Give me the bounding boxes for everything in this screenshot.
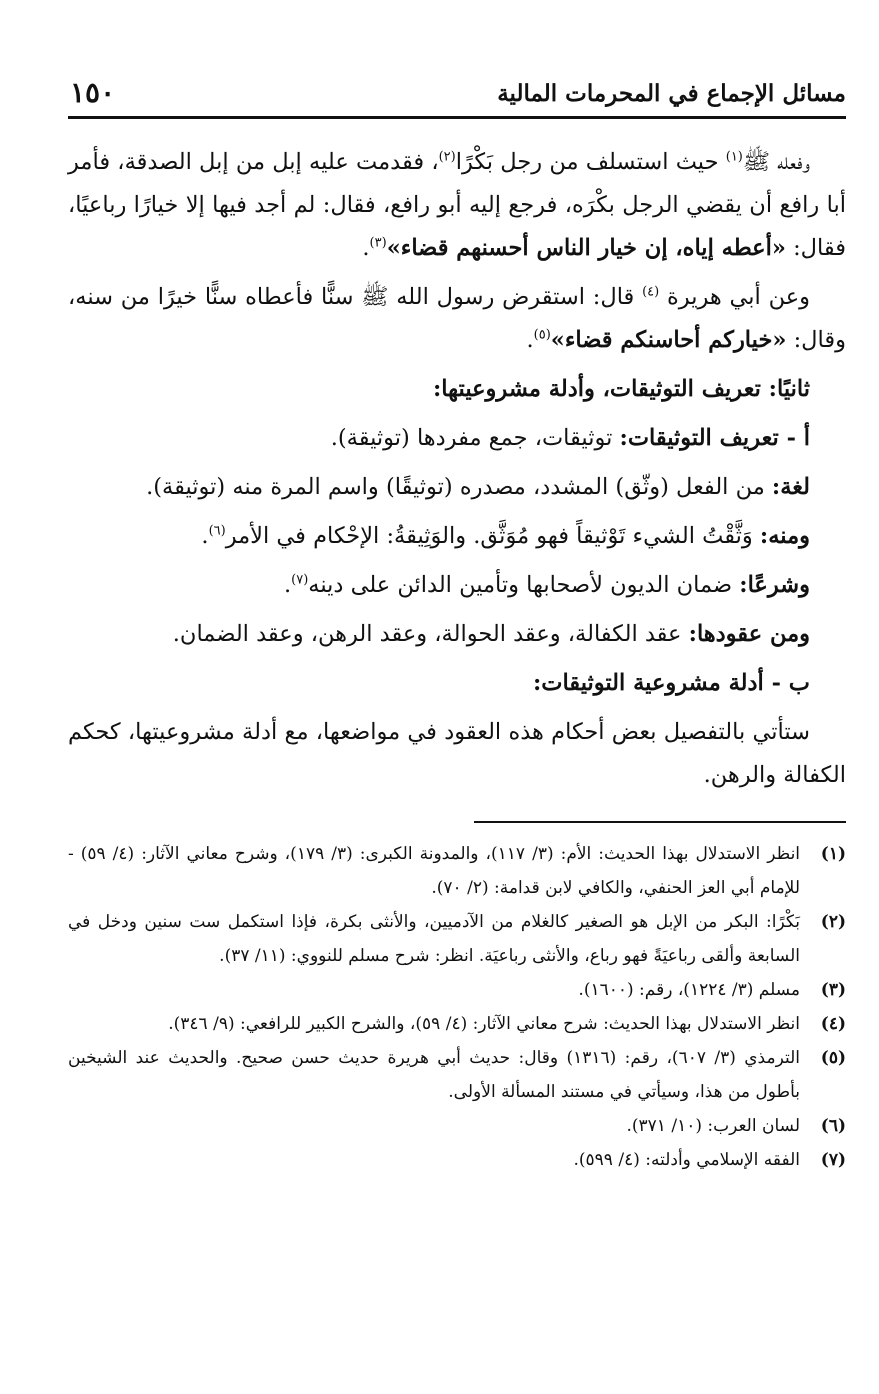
- footnote-number: (٤): [820, 1014, 846, 1034]
- footnote-ref-1[interactable]: (١): [725, 149, 743, 165]
- footnote-1: [68, 837, 846, 905]
- footnote-text: انظر الاستدلال بهذا الحديث: شرح معاني الآثار: (٤/ ٥٩)، والشرح الكبير للرافعي: (٩/ ٣٤٦).: [168, 1014, 800, 1034]
- paragraph-lugha: لغة: من الفعل (وثّق) المشدد، مصدره (توثيقًا) واسم المرة منه (توثيقة).: [146, 474, 810, 500]
- footnote-4: [68, 1007, 846, 1041]
- footnote-text: الترمذي (٣/ ٦٠٧)، رقم: (١٣١٦) وقال: حديث أبي هريرة حديث حسن صحيح. والحديث عند الشيخين بأطول من هذا، وسيأتي في مستند المسألة الأولى.: [68, 1048, 800, 1102]
- footnote-ref-4[interactable]: (٤): [642, 284, 660, 300]
- paragraph-hadith-abu-hurayra: وعن أبي هريرة $^{(٤)}$ قال: استقرض رسول الله ﷺ سنًّا فأعطاه سنًّا خيرًا من سنه، وقال: «خياركم أحاسنكم قضاء»$^{(٥)}$.: [68, 284, 846, 353]
- hadith-quote: «أعطه إياه، إن خيار الناس أحسنهم قضاء»: [386, 235, 786, 261]
- paragraph-sharan: وشرعًا: ضمان الديون لأصحابها وتأمين الدائن على دينه$^{(٧)}$.: [284, 572, 810, 598]
- footnote-ref-7[interactable]: (٧): [291, 572, 309, 588]
- footnote-text: بَكْرًا: البكر من الإبل هو الصغير كالغلام من الآدميين، والأنثى بكرة، فإذا استكمل ست سنين ودخل في السابعة وألقى رباعيَةً فهو رباع، والأنثى رباعيَة. انظر: شرح مسلم للنووي: (١١/ ٣٧).: [68, 912, 800, 966]
- footnote-ref-5[interactable]: (٥): [533, 327, 551, 343]
- footnote-number: (٢): [820, 912, 846, 932]
- footnote-number: (١): [820, 844, 846, 864]
- page-number: ١٥٠: [70, 76, 116, 109]
- footnote-number: (٦): [820, 1116, 846, 1136]
- section-heading-thani: ثانيًا: تعريف التوثيقات، وأدلة مشروعيتها:: [433, 376, 810, 402]
- footnote-7: [68, 1143, 846, 1177]
- footnote-separator: [474, 821, 846, 823]
- footnotes: [68, 837, 846, 1177]
- paragraph-definition-heading: أ - تعريف التوثيقات: توثيقات، جمع مفردها (توثيقة).: [330, 425, 810, 451]
- book-page: [68, 70, 846, 1380]
- footnote-text: مسلم (٣/ ١٢٢٤)، رقم: (١٦٠٠).: [578, 980, 800, 1000]
- footnote-text: لسان العرب: (١٠/ ٣٧١).: [626, 1116, 800, 1136]
- footnote-6: [68, 1109, 846, 1143]
- footnote-number: (٣): [820, 980, 846, 1000]
- main-text: [68, 141, 846, 797]
- footnote-number: (٧): [820, 1150, 846, 1170]
- footnote-3: [68, 973, 846, 1007]
- paragraph-hadith-abu-rafi: وفعله ﷺ$^{(١)}$ حيث استسلف من رجل بَكْرًا$^{(٢)}$، فقدمت عليه إبل من إبل الصدقة، فأمر أبا رافع أن يقضي الرجل بكْرَه، فرجع إليه أبو رافع، فقال: لم أجد فيها إلا خيارًا رباعيًا، فقال: «أعطه إياه، إن خيار الناس أحسنهم قضاء»$^{(٣)}$.: [68, 149, 846, 261]
- footnote-ref-3[interactable]: (٣): [369, 235, 387, 251]
- footnote-5: [68, 1041, 846, 1109]
- running-header: [68, 70, 846, 119]
- hadith-quote: «خياركم أحاسنكم قضاء»: [550, 327, 787, 353]
- paragraph-closing: ستأتي بالتفصيل بعض أحكام هذه العقود في مواضعها، مع أدلة مشروعيتها، كحكم الكفالة والرهن.: [68, 719, 846, 788]
- footnote-2: [68, 905, 846, 973]
- footnote-ref-2[interactable]: (٢): [438, 149, 456, 165]
- footnote-text: انظر الاستدلال بهذا الحديث: الأم: (٣/ ١١٧)، والمدونة الكبرى: (٣/ ١٧٩)، وشرح معاني الآثار: (٤/ ٥٩) - للإمام أبي العز الحنفي، والكافي لابن قدامة: (٢/ ٧٠).: [68, 844, 801, 898]
- footnote-text: الفقه الإسلامي وأدلته: (٤/ ٥٩٩).: [573, 1150, 800, 1170]
- running-title: مسائل الإجماع في المحرمات المالية: [497, 80, 846, 107]
- footnote-ref-6[interactable]: (٦): [208, 523, 226, 539]
- paragraph-uqud: ومن عقودها: عقد الكفالة، وعقد الحوالة، وعقد الرهن، وعقد الضمان.: [172, 621, 810, 647]
- footnote-number: (٥): [820, 1048, 846, 1068]
- paragraph-minhu: ومنه: وَثَّقْتُ الشيء تَوْثيقاً فهو مُوَثَّق. والوَثِيقةُ: الإحْكام في الأمر$^{(٦)}$.: [201, 523, 810, 549]
- section-heading-ba: ب - أدلة مشروعية التوثيقات:: [532, 670, 810, 696]
